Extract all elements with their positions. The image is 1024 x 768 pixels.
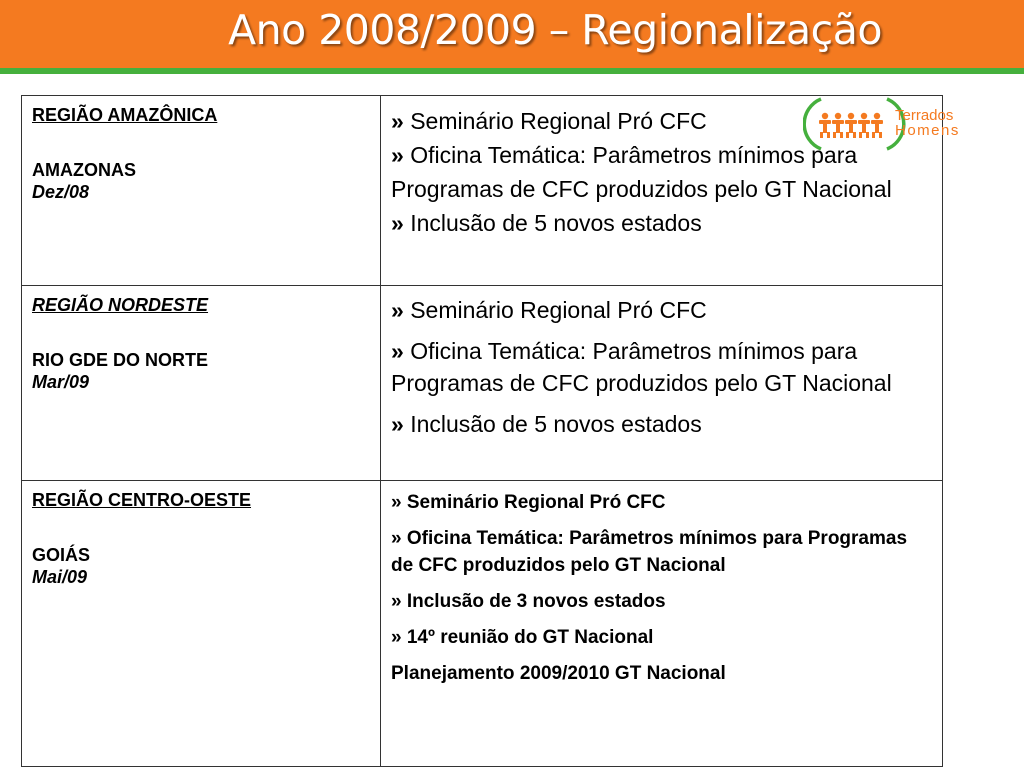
event-date: Dez/08	[32, 182, 90, 202]
title-underline	[0, 68, 1024, 74]
event-date: Mar/09	[32, 372, 90, 392]
activities-cell	[381, 286, 943, 481]
list-item: » Oficina Temática: Parâmetros mínimos para Programas de CFC produzidos pelo GT Nacional	[391, 142, 892, 202]
state-name: RIO GDE DO NORTE	[32, 350, 209, 370]
logo-line-2: Homens	[895, 122, 960, 139]
state-name: GOIÁS	[32, 545, 91, 565]
list-item: » Inclusão de 5 novos estados	[391, 210, 702, 236]
table-row	[22, 286, 943, 481]
list-item: » Inclusão de 3 novos estados	[391, 591, 666, 612]
logo-line-1: Terrados	[895, 107, 954, 124]
list-item: » Inclusão de 5 novos estados	[391, 411, 702, 437]
region-name: REGIÃO CENTRO-OESTE	[32, 490, 252, 510]
region-cell	[22, 481, 381, 767]
list-item: » 14º reunião do GT Nacional	[391, 627, 654, 648]
list-item: » Seminário Regional Pró CFC	[391, 297, 707, 323]
list-item-extra: Planejamento 2009/2010 GT Nacional	[391, 663, 726, 684]
page-title: Ano 2008/2009 – Regionalização	[228, 6, 882, 54]
list-item: » Seminário Regional Pró CFC	[391, 492, 666, 513]
table-row	[22, 481, 943, 767]
logo-text	[895, 108, 960, 138]
region-name: REGIÃO NORDESTE	[32, 295, 209, 315]
list-item: » Seminário Regional Pró CFC	[391, 108, 707, 134]
list-item: » Oficina Temática: Parâmetros mínimos para Programas de CFC produzidos pelo GT Nacional	[391, 338, 892, 396]
region-cell	[22, 96, 381, 286]
state-name: AMAZONAS	[32, 160, 136, 180]
region-cell	[22, 286, 381, 481]
list-item: » Oficina Temática: Parâmetros mínimos para Programas de CFC produzidos pelo GT Nacional	[391, 528, 908, 576]
region-name: REGIÃO AMAZÔNICA	[32, 105, 218, 125]
activities-cell	[381, 481, 943, 767]
regions-table	[21, 95, 943, 767]
event-date: Mai/09	[32, 567, 88, 587]
